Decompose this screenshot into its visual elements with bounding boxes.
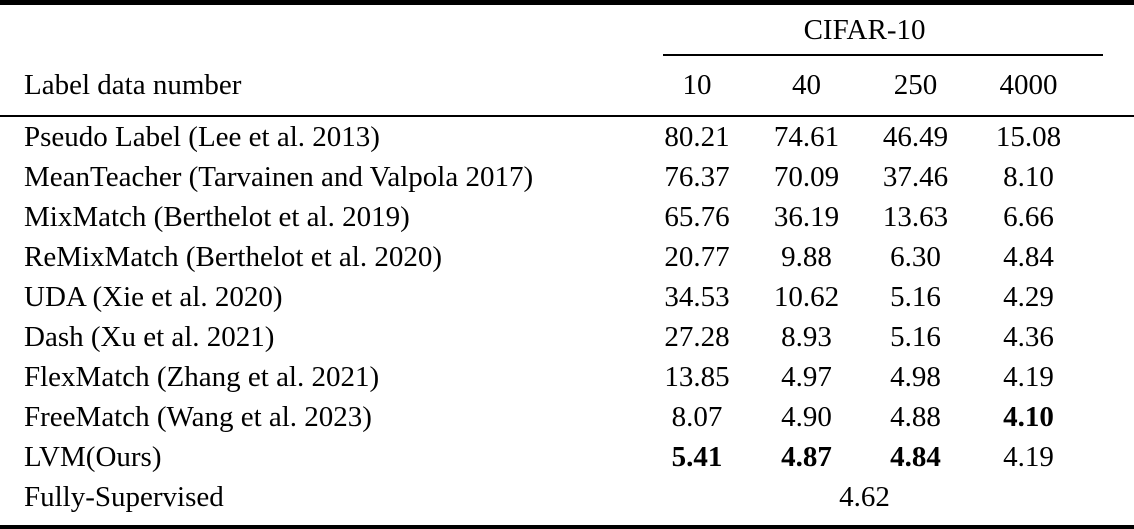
value-cell: 9.88 [781,240,832,273]
value-cell: 4.98 [890,360,941,393]
value-cell: 4.90 [781,400,832,433]
table-row [0,197,1134,237]
group-header-row [0,3,1134,57]
table-header [0,3,1134,117]
value-cell: 36.19 [773,200,840,233]
column-header-row [0,56,1134,116]
value-cell: 10.62 [773,280,840,313]
column-header: 40 [792,69,821,101]
method-label: ReMixMatch (Berthelot et al. 2020) [24,240,442,273]
value-cell: 13.85 [664,360,730,393]
value-cell: 76.37 [664,160,730,193]
value-cell: 5.41 [671,440,723,473]
value-cell: 65.76 [664,200,730,233]
table-row [0,157,1134,197]
value-cell: 8.93 [781,320,832,353]
value-cell: 5.16 [890,320,941,353]
column-header: 4000 [999,69,1058,101]
value-cell: 6.66 [1003,200,1054,233]
value-cell: 4.84 [890,440,941,473]
value-cell: 46.49 [882,120,949,153]
group-header-cell [642,3,1134,57]
value-cell: 5.16 [890,280,941,313]
method-label: Pseudo Label (Lee et al. 2013) [24,120,380,153]
column-header: 10 [682,69,712,101]
value-cell: 4.97 [781,360,832,393]
footer-span-value: 4.62 [839,480,890,513]
method-label: FlexMatch (Zhang et al. 2021) [24,360,380,393]
method-label: MixMatch (Berthelot et al. 2019) [24,200,410,233]
method-label: LVM(Ours) [24,440,162,473]
value-cell: 13.63 [882,200,949,233]
table-row [0,237,1134,277]
value-cell: 15.08 [995,120,1062,153]
group-header-label: CIFAR-10 [803,14,926,46]
value-cell: 37.46 [882,160,949,193]
method-label: Fully-Supervised [24,480,224,513]
cmidrule [663,54,1103,56]
table-row [0,437,1134,477]
value-cell: 6.30 [890,240,941,273]
method-label: MeanTeacher (Tarvainen and Valpola 2017) [24,160,534,193]
value-cell: 74.61 [773,120,840,153]
value-cell: 70.09 [773,160,840,193]
value-cell: 4.87 [781,440,832,473]
table-row [0,397,1134,437]
method-label: Dash (Xu et al. 2021) [24,320,275,353]
value-cell: 27.28 [664,320,730,353]
method-label: FreeMatch (Wang et al. 2023) [24,400,372,433]
value-cell: 8.10 [1003,160,1054,193]
value-cell: 4.84 [1003,240,1054,273]
table-row [0,357,1134,397]
value-cell: 8.07 [671,400,723,433]
value-cell: 4.88 [890,400,941,433]
table-row [0,277,1134,317]
value-cell: 4.29 [1003,280,1054,313]
table-body [0,116,1134,527]
value-cell: 4.10 [1003,400,1054,433]
value-cell: 34.53 [664,280,730,313]
value-cell: 4.19 [1003,440,1054,473]
value-cell: 4.19 [1003,360,1054,393]
value-cell: 4.36 [1003,320,1054,353]
method-label: UDA (Xie et al. 2020) [24,280,283,313]
corner-empty-cell [0,3,642,57]
table-row [0,116,1134,157]
column-header: 250 [893,69,938,101]
value-cell: 80.21 [664,120,730,153]
corner-label: Label data number [24,69,242,101]
table-row [0,317,1134,357]
footer-row [0,477,1134,527]
value-cell: 20.77 [664,240,730,273]
